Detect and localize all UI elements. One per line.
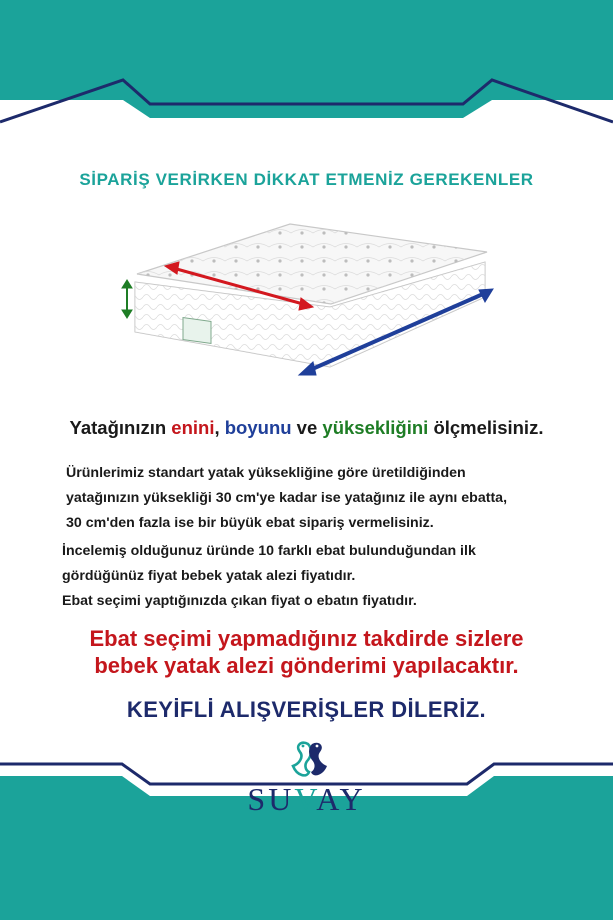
measure-separator: , (214, 417, 225, 438)
mattress-illustration (115, 212, 505, 387)
info-line: yatağınızın yüksekliği 30 cm'ye kadar ise yatağınız ile aynı ebatta, (66, 490, 508, 506)
info-line: Ürünlerimiz standart yatak yüksekliğine göre üretildiğinden (66, 465, 466, 481)
warning-line: Ebat seçimi yapmadığınız takdirde sizlere (89, 626, 524, 651)
mattress-label (183, 318, 211, 344)
price-info-paragraph (62, 539, 562, 614)
logo-part: SU (247, 781, 295, 817)
size-info-paragraph (66, 461, 566, 536)
closing-message: KEYİFLİ ALIŞVERİŞLER DİLERİZ. (126, 697, 487, 722)
measure-height: yüksekliğini (322, 417, 429, 438)
logo-part: AY (316, 781, 366, 817)
info-line: gördüğünüz fiyat bebek yatak alezi fiyatıdır. (62, 568, 356, 584)
info-line: 30 cm'den fazla ise bir büyük ebat sipariş vermelisiniz. (66, 515, 434, 531)
info-line: Ebat seçimi yaptığınızda çıkan fiyat o ebatın fiyatıdır. (62, 593, 417, 609)
measure-prefix: Yatağınızın (69, 417, 172, 438)
measure-suffix: ölçmelisiniz. (428, 417, 544, 438)
page-title: SİPARİŞ VERİRKEN DİKKAT ETMENİZ GEREKENLER (79, 170, 534, 189)
measure-separator: ve (291, 417, 323, 438)
warning-line: bebek yatak alezi gönderimi yapılacaktır. (94, 653, 519, 678)
height-arrow (122, 280, 132, 318)
info-line: İncelemiş olduğunuz üründe 10 farklı ebat bulunduğundan ilk (62, 543, 476, 559)
logo-part: V (294, 781, 317, 817)
measure-width: enini (171, 417, 215, 438)
warning-text (0, 625, 613, 679)
measure-length: boyunu (224, 417, 292, 438)
measurement-instruction (0, 417, 613, 439)
swan-pair-icon (287, 738, 333, 784)
brand-logo-text (0, 781, 613, 818)
